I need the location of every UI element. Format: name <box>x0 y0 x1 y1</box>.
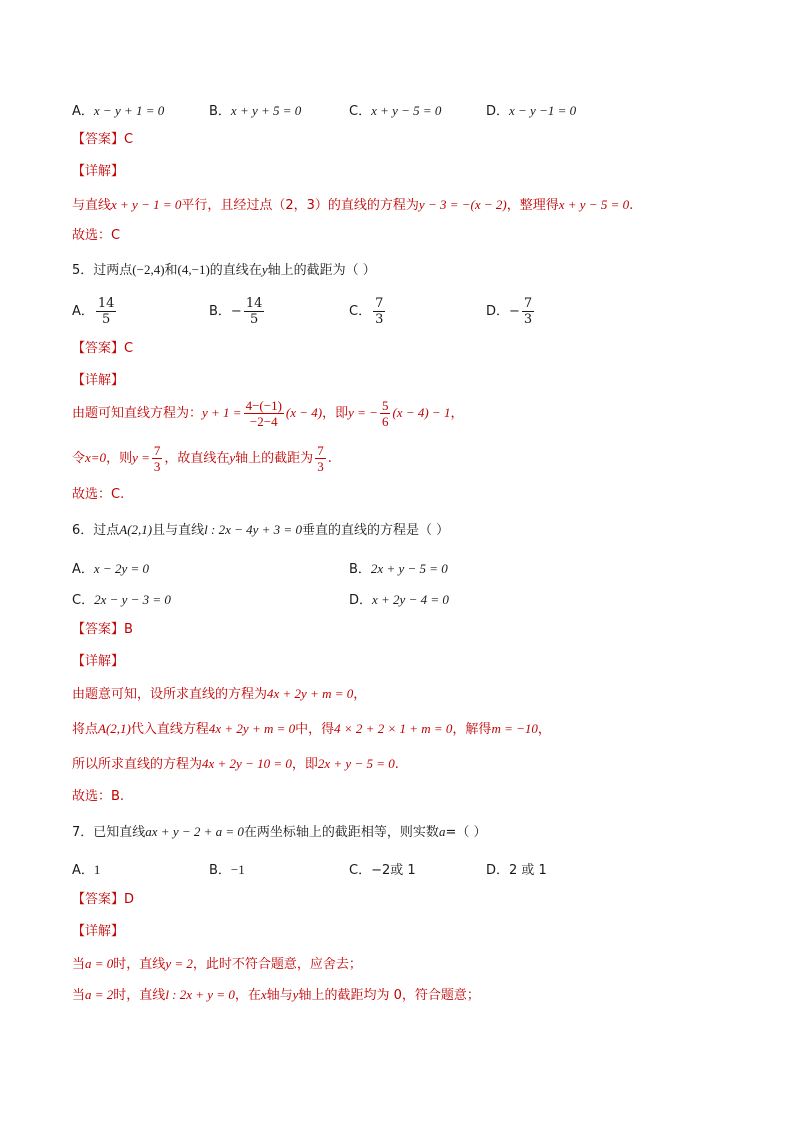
q5-option-b-fraction: $\frac{14}{5}$ <box>245 296 263 327</box>
q4-option-c: C．x + y − 5 = 0 <box>349 103 442 119</box>
q6-option-c: C．2x − y − 3 = 0 <box>72 592 171 608</box>
q6-option-d: D．x + 2y − 4 = 0 <box>349 592 449 608</box>
q5-result-fraction: $\frac{7}{3}$ <box>317 443 324 474</box>
q5-answer: 【答案】C <box>72 341 134 356</box>
q5-option-c: C． $\frac{7}{3}$ <box>349 296 384 327</box>
q5-option-a-fraction: $\frac{14}{5}$ <box>97 296 115 327</box>
q6-option-b: B．2x + y − 5 = 0 <box>349 561 448 577</box>
q7-detail-label: 【详解】 <box>72 924 125 939</box>
q5-intercept-fraction: $\frac{7}{3}$ <box>153 443 161 474</box>
q4-detail-label: 【详解】 <box>72 164 125 179</box>
q5-detail-label: 【详解】 <box>72 373 125 388</box>
q7-option-b: B．−1 <box>209 862 245 878</box>
q5-detail-line1: 由题可知直线方程为：y + 1 = $\frac{4-(-1)}{-2-4}$ (x − 4)，即y = − $\frac{5}{6}$ (x − 4) − 1， <box>72 398 464 429</box>
q5-option-b: B．− $\frac{14}{5}$ <box>209 296 263 327</box>
q4-answer: 【答案】C <box>72 132 134 147</box>
q4-option-a: A．x − y + 1 = 0 <box>72 103 165 119</box>
q7-answer: 【答案】D <box>72 892 135 907</box>
q6-detail-line3: 所以所求直线的方程为4x + 2y − 10 = 0，即2x + y − 5 = 0. <box>72 756 399 772</box>
q6-option-a: A．x − 2y = 0 <box>72 561 149 577</box>
q6-detail-label: 【详解】 <box>72 654 125 669</box>
q4-option-d: D．x − y −1 = 0 <box>486 103 577 119</box>
q6-detail-line1: 由题意可知，设所求直线的方程为4x + 2y + m = 0， <box>72 686 367 702</box>
q5-stem: 5．过两点(−2,4)和(4,−1)的直线在y轴上的截距为（ ） <box>72 262 376 278</box>
q6-detail-line2: 将点A(2,1)代入直线方程4x + 2y + m = 0中，得4 × 2 + 2 × 1 + m = 0，解得m = −10， <box>72 721 551 737</box>
q6-conclusion: 故选：B. <box>72 789 125 804</box>
q6-answer: 【答案】B <box>72 622 133 637</box>
q7-detail-line2: 当a = 2时，直线l : 2x + y = 0，在x轴与y轴上的截距均为 0，符合题意； <box>72 987 480 1003</box>
q4-detail-text: 与直线x + y − 1 = 0平行，且经过点（2，3）的直线的方程为y − 3 = −(x − 2)，整理得x + y − 5 = 0. <box>72 197 634 213</box>
q5-slope-fraction: $\frac{4-(-1)}{-2-4}$ <box>245 398 282 429</box>
q5-conclusion: 故选：C. <box>72 487 125 502</box>
q7-option-c: C．−2或 1 <box>349 863 416 878</box>
q5-option-a: A． $\frac{14}{5}$ <box>72 296 115 327</box>
q5-option-c-fraction: $\frac{7}{3}$ <box>375 296 384 327</box>
q5-detail-line2: 令x=0，则y = $\frac{7}{3}$ ，故直线在y轴上的截距为 $\frac{7}{3}$ . <box>72 443 332 474</box>
q4-option-b: B．x + y + 5 = 0 <box>209 103 302 119</box>
q5-option-d: D．− $\frac{7}{3}$ <box>486 296 533 327</box>
q7-detail-line1: 当a = 0时，直线y = 2，此时不符合题意，应舍去； <box>72 956 362 972</box>
q4-conclusion: 故选：C <box>72 228 121 243</box>
q5-simplified-fraction: $\frac{5}{6}$ <box>381 398 389 429</box>
q5-option-d-fraction: $\frac{7}{3}$ <box>523 296 533 327</box>
q7-option-d: D．2 或 1 <box>486 863 547 878</box>
q7-option-a: A．1 <box>72 862 101 878</box>
q7-stem: 7．已知直线ax + y − 2 + a = 0在两坐标轴上的截距相等，则实数a=（ ） <box>72 824 487 840</box>
q6-stem: 6．过点A(2,1)且与直线l : 2x − 4y + 3 = 0垂直的直线的方程是（ ） <box>72 522 450 538</box>
